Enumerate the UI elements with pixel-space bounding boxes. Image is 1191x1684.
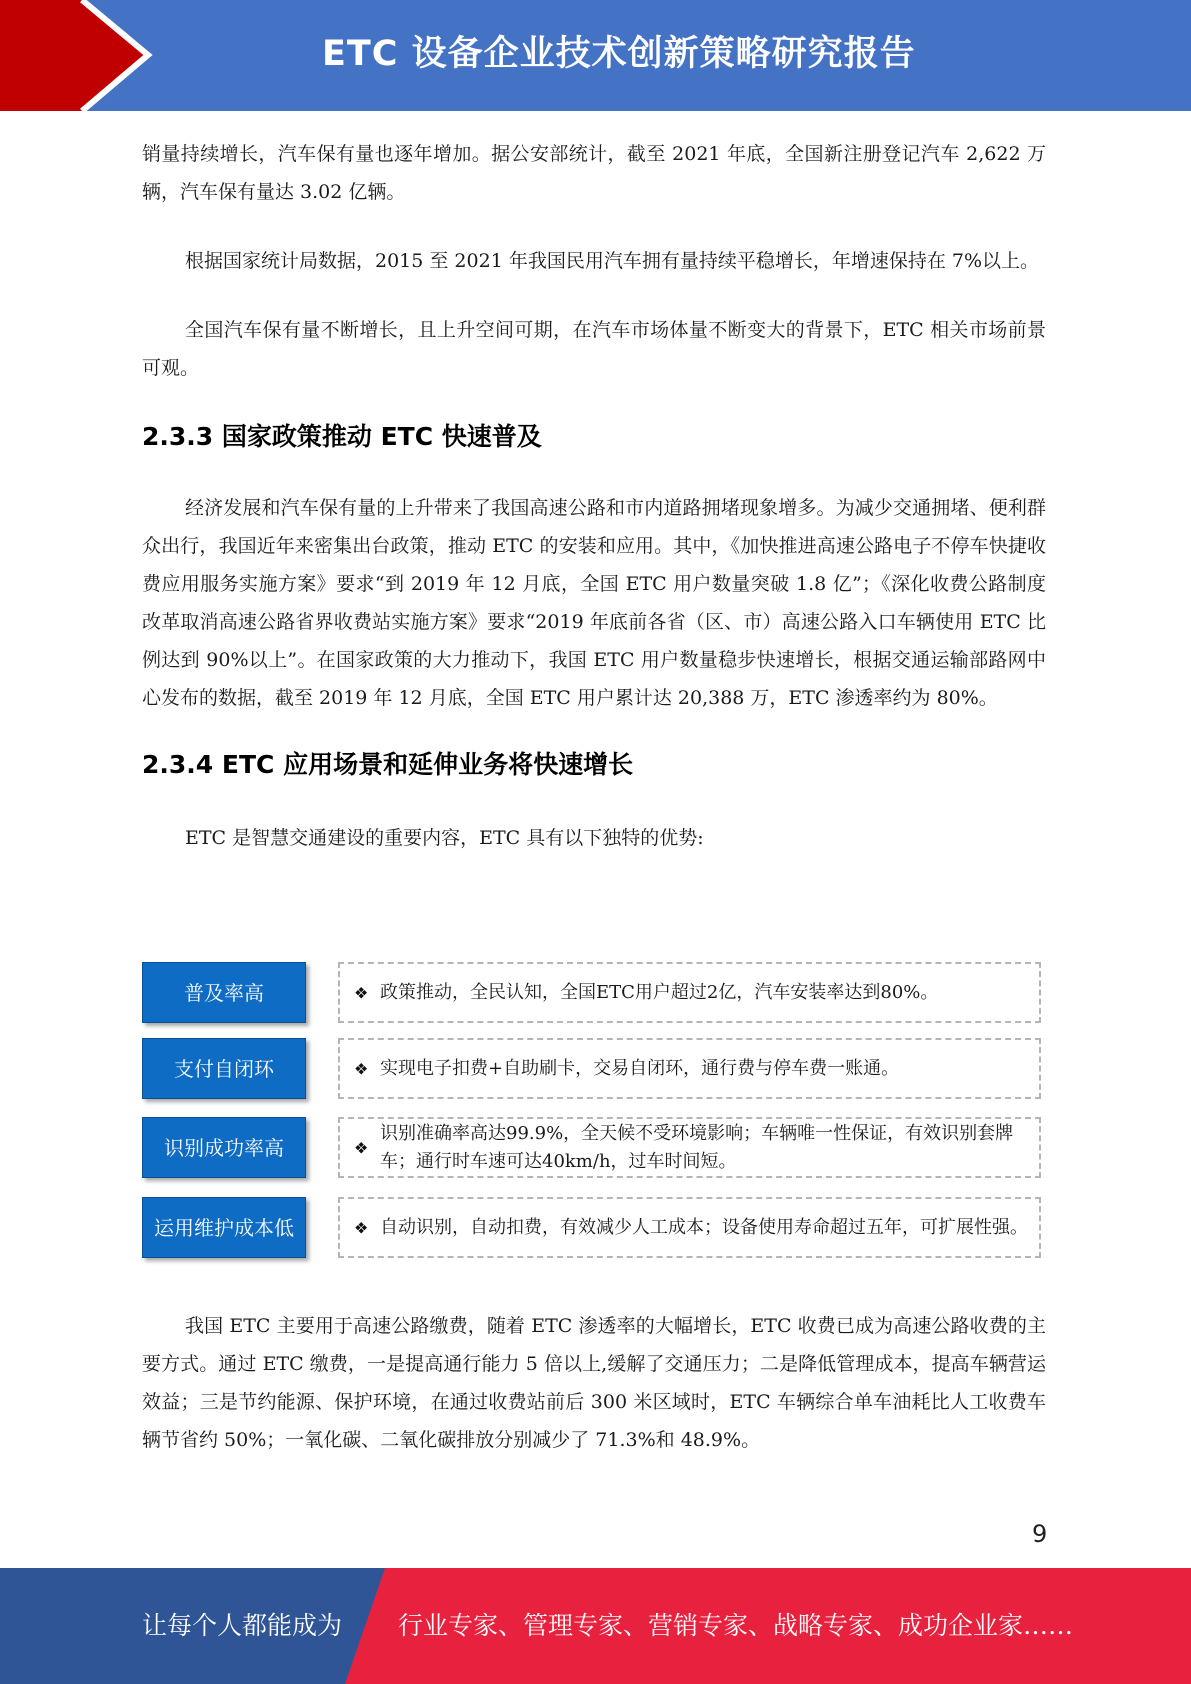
main-content	[142, 135, 1046, 857]
main-content-bottom	[142, 1307, 1046, 1459]
paragraph: 我国 ETC 主要用于高速公路缴费，随着 ETC 渗透率的大幅增长，ETC 收费已成为高速公路收费的主要方式。通过 ETC 缴费，一是提高通行能力 5 倍以上,缓解了交通压力；二是降低管理成本，提高车辆营运效益；三是节约能源、保护环境，在通过收费站前后 300 米区域时，ETC 车辆综合单车油耗比人工收费车辆节省约 50%；一氧化碳、二氧化碳排放分别减少了 71.3%和 48.9%。	[142, 1315, 1046, 1451]
advantage-box	[338, 962, 1041, 1023]
diamond-bullet-icon: ❖	[354, 1138, 369, 1157]
advantages-intro: ETC 是智慧交通建设的重要内容，ETC 具有以下独特的优势:	[185, 827, 704, 849]
advantage-label: 普及率高	[142, 962, 306, 1023]
diamond-bullet-icon: ❖	[354, 1059, 369, 1078]
diamond-bullet-icon: ❖	[354, 983, 369, 1002]
section-heading: 2.3.4 ETC 应用场景和延伸业务将快速增长	[142, 750, 634, 779]
advantage-box	[338, 1117, 1041, 1178]
advantage-text: 识别准确率高达99.9%，全天候不受环境影响；车辆唯一性保证，有效识别套牌车；通行时车速可达40km/h，过车时间短。	[380, 1122, 1014, 1172]
paragraph: 根据国家统计局数据，2015 至 2021 年我国民用汽车拥有量持续平稳增长，年增速保持在 7%以上。	[185, 250, 1040, 272]
report-title: ETC 设备企业技术创新策略研究报告	[322, 34, 916, 74]
advantage-box	[338, 1038, 1041, 1099]
advantage-box	[338, 1197, 1041, 1258]
diamond-bullet-icon: ❖	[354, 1218, 369, 1237]
section-heading: 2.3.3 国家政策推动 ETC 快速普及	[142, 422, 542, 451]
paragraph: 经济发展和汽车保有量的上升带来了我国高速公路和市内道路拥堵现象增多。为减少交通拥堵、便利群众出行，我国近年来密集出台政策，推动 ETC 的安装和应用。其中，《加快推进高速公路电子不停车快捷收费应用服务实施方案》要求“到 2019 年 12 月底，全国 ETC 用户数量突破 1.8 亿”；《深化收费公路制度改革取消高速公路省界收费站实施方案》要求“2019 年底前各省（区、市）高速公路入口车辆使用 ETC 比例达到 90%以上”。在国家政策的大力推动下，我国 ETC 用户数量稳步快速增长，根据交通运输部路网中心发布的数据，截至 2019 年 12 月底，全国 ETC 用户累计达 20,388 万，ETC 渗透率约为 80%。	[142, 497, 1046, 709]
advantage-text: 政策推动，全民认知，全国ETC用户超过2亿，汽车安装率达到80%。	[380, 981, 939, 1003]
advantage-label: 识别成功率高	[142, 1117, 306, 1178]
page-footer	[0, 1568, 1191, 1684]
paragraph: 销量持续增长，汽车保有量也逐年增加。据公安部统计，截至 2021 年底，全国新注册登记汽车 2,622 万辆，汽车保有量达 3.02 亿辆。	[142, 143, 1046, 203]
advantage-label: 运用维护成本低	[142, 1197, 306, 1258]
paragraph: 全国汽车保有量不断增长，且上升空间可期，在汽车市场体量不断变大的背景下，ETC 相关市场前景可观。	[142, 319, 1046, 379]
page-header	[0, 0, 1191, 111]
page-number: 9	[1032, 1520, 1048, 1548]
advantage-text: 自动识别，自动扣费，有效减少人工成本；设备使用寿命超过五年，可扩展性强。	[380, 1216, 1028, 1238]
advantage-label: 支付自闭环	[142, 1038, 306, 1099]
advantage-text: 实现电子扣费+自助刷卡，交易自闭环，通行费与停车费一账通。	[380, 1057, 900, 1079]
footer-slogan-left: 让每个人都能成为	[142, 1611, 343, 1640]
footer-slogan-right: 行业专家、管理专家、营销专家、战略专家、成功企业家……	[398, 1611, 1074, 1640]
